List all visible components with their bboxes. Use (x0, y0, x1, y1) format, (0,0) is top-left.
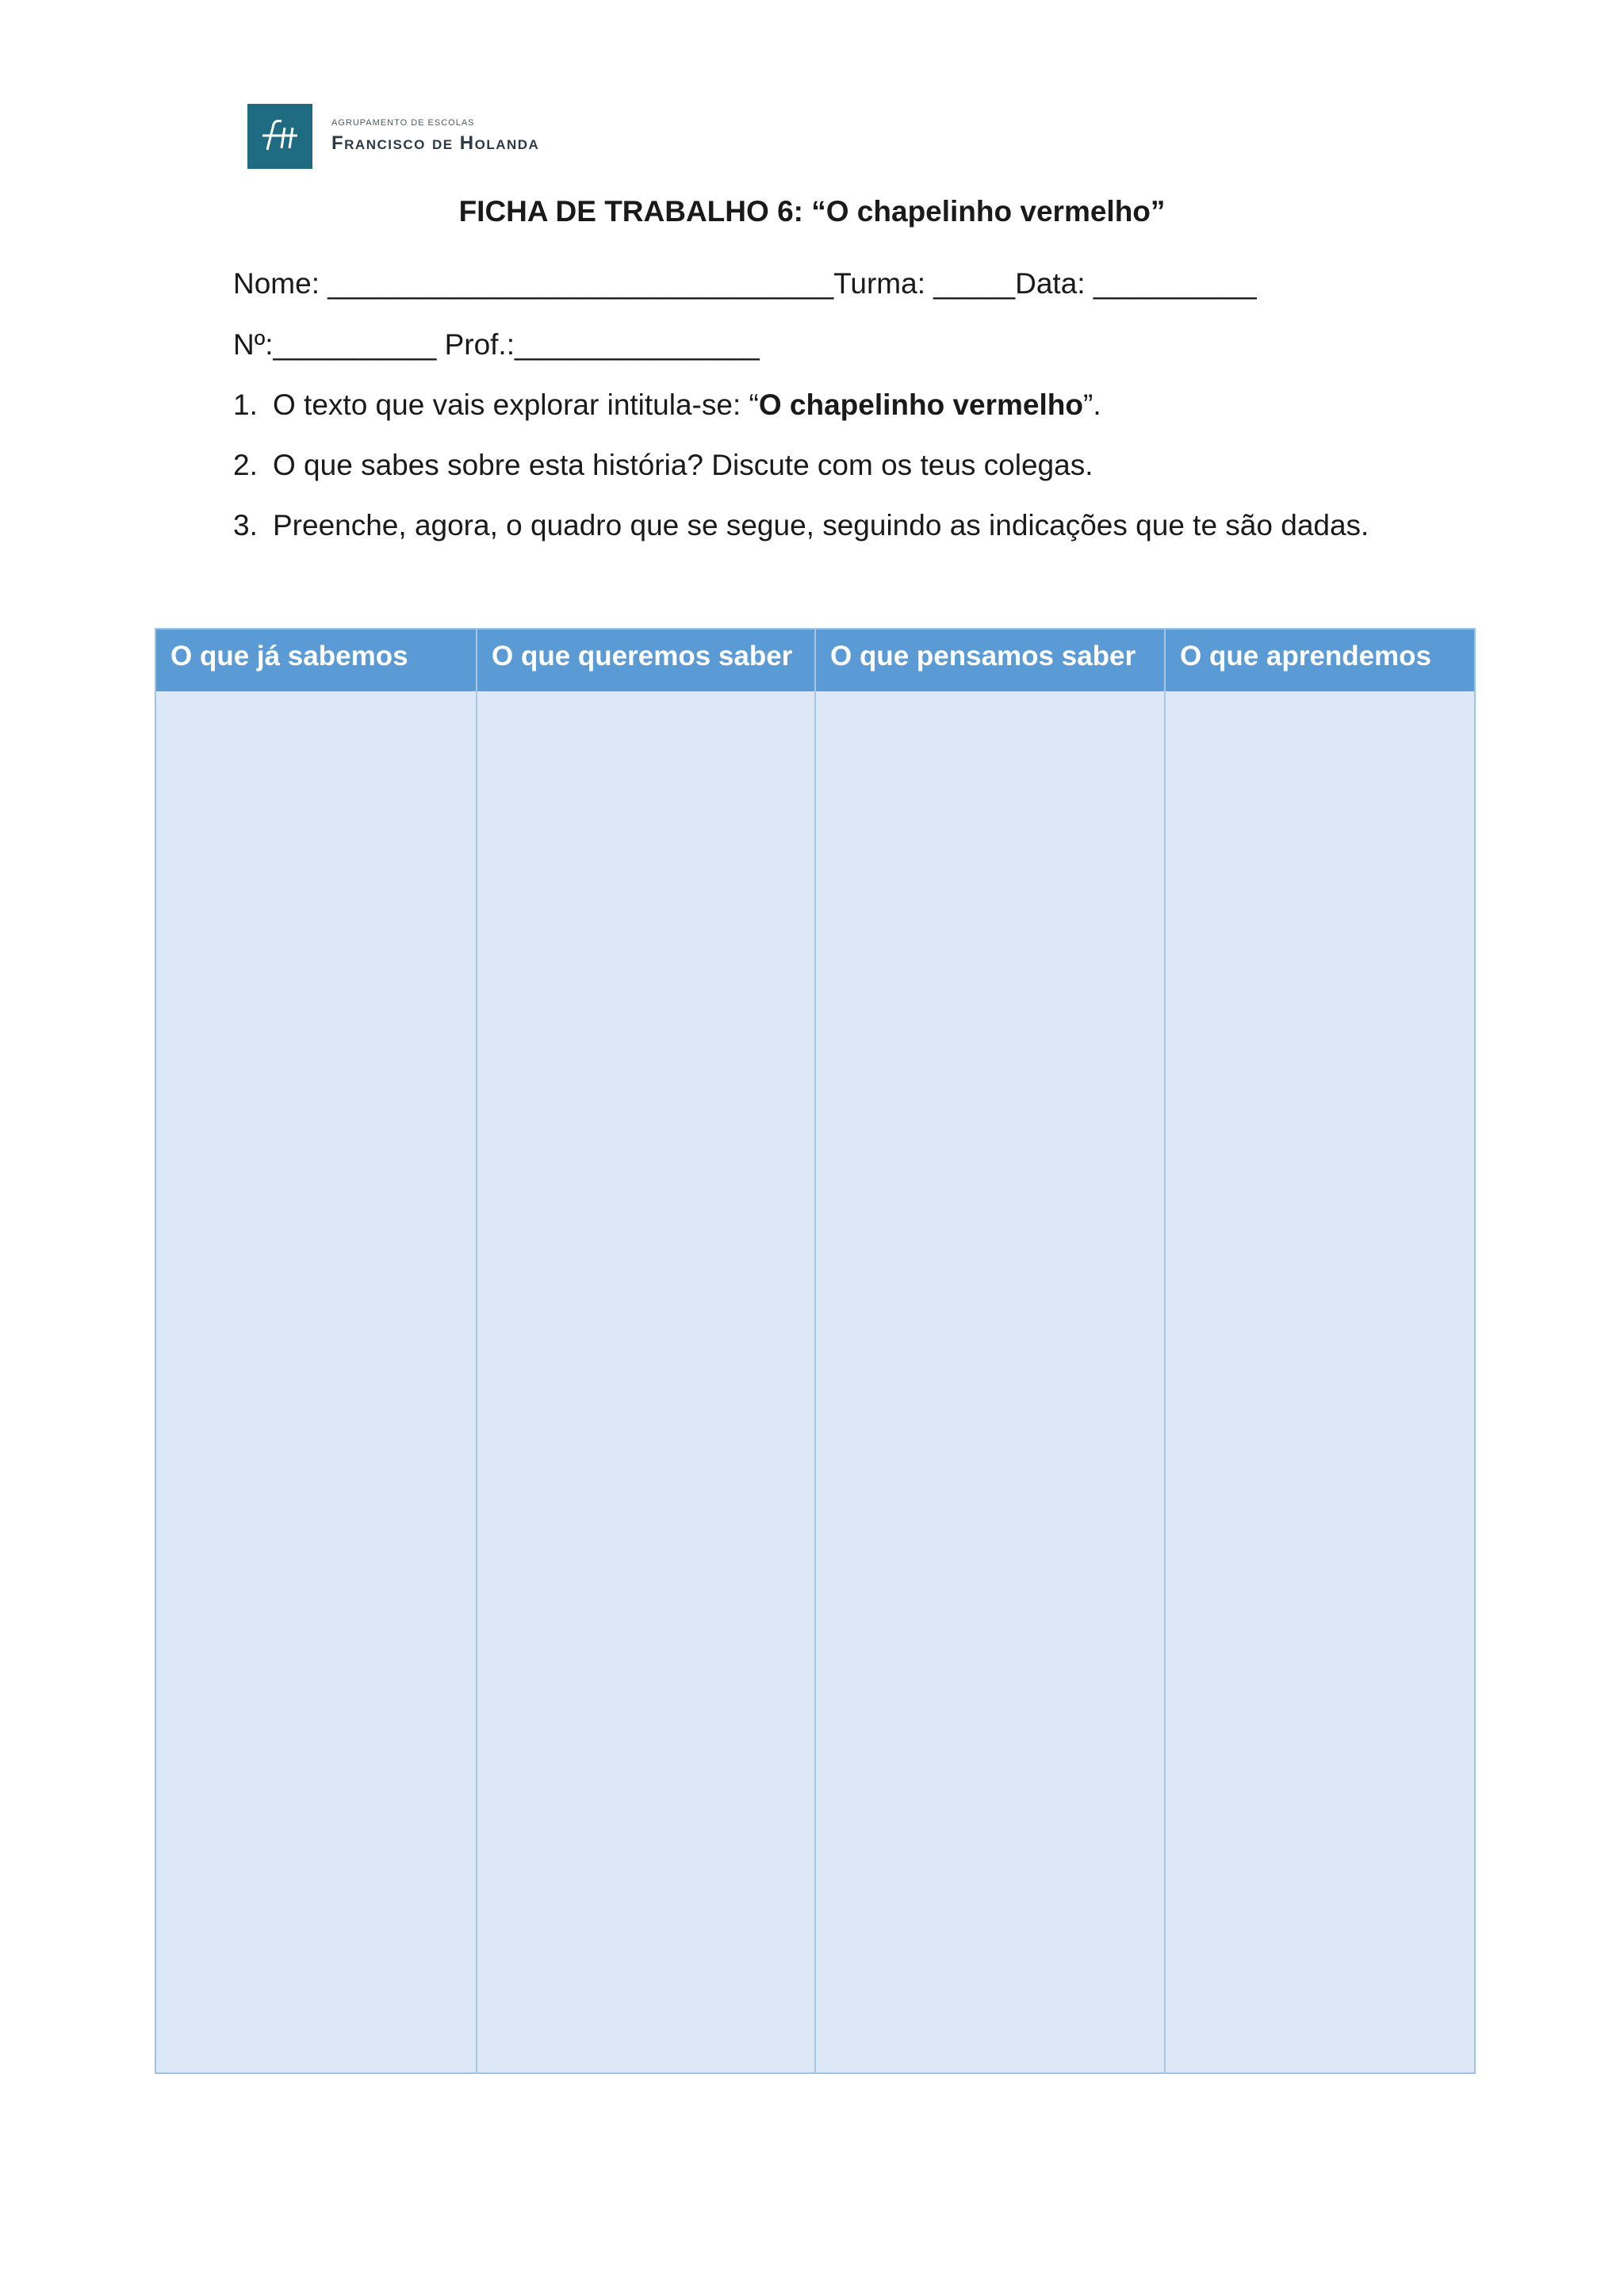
table-column (816, 629, 1166, 2072)
logo-small-text: AGRUPAMENTO DE ESCOLAS (331, 118, 475, 128)
school-logo-text (331, 118, 539, 155)
column-writing-area[interactable] (156, 691, 476, 2072)
instruction-3 (233, 509, 1369, 542)
column-header: O que já sabemos (156, 629, 476, 691)
column-writing-area[interactable] (477, 691, 814, 2072)
column-writing-area[interactable] (816, 691, 1164, 2072)
instruction-text: O texto que vais explorar intitula-se: “ (273, 388, 759, 421)
school-logo (247, 104, 539, 169)
instruction-number: 1. (233, 388, 258, 421)
column-header: O que queremos saber (477, 629, 814, 691)
worksheet-title: FICHA DE TRABALHO 6: “O chapelinho vermelho” (458, 195, 1166, 228)
logo-school-name: Francisco de Holanda (331, 132, 540, 154)
name-class-date-line: Nome: _______________________________Turma: _____Data: __________ (233, 267, 1257, 300)
instruction-1 (233, 388, 1101, 422)
school-logo-icon (247, 104, 312, 169)
instruction-2 (233, 449, 1093, 482)
instruction-text: Preenche, agora, o quadro que se segue, seguindo as indicações que te são dadas. (273, 509, 1369, 541)
number-teacher-line: Nº:__________ Prof.:_______________ (233, 328, 760, 361)
instruction-number: 3. (233, 509, 258, 541)
column-header: O que aprendemos (1166, 629, 1474, 691)
instruction-text: O que sabes sobre esta história? Discute com os teus colegas. (273, 449, 1094, 481)
column-header: O que pensamos saber (816, 629, 1164, 691)
column-writing-area[interactable] (1166, 691, 1474, 2072)
table-column (477, 629, 816, 2072)
instruction-number: 2. (233, 449, 258, 481)
table-column (1166, 629, 1474, 2072)
kwl-table (155, 628, 1476, 2074)
story-title: O chapelinho vermelho (758, 388, 1083, 421)
table-column (156, 629, 477, 2072)
instruction-text-end: ”. (1083, 388, 1101, 421)
